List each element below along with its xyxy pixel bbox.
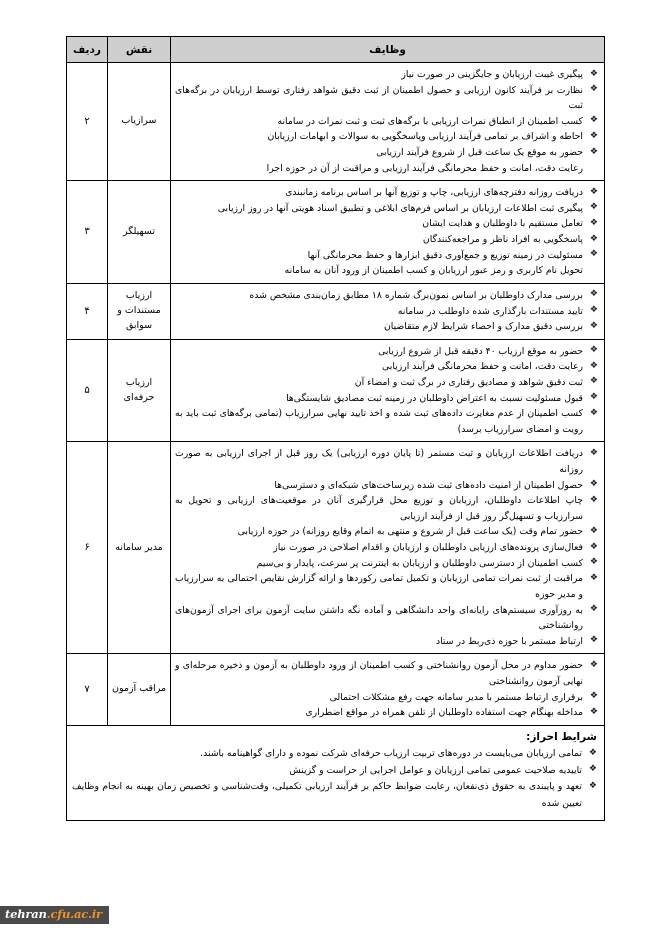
duty-text: مسئولیت در زمینه توزیع و جمع‌آوری دقیق ابزارها و حفظ محرمانگی آنها	[307, 249, 583, 261]
duty-text: دریافت روزانه دفترچه‌های ارزیابی، چاپ و توزیع آنها بر اساس برنامه زمانبندی	[285, 187, 583, 199]
diamond-bullet-icon: ❖	[589, 233, 598, 244]
duties-list	[175, 344, 598, 438]
diamond-bullet-icon: ❖	[589, 706, 598, 717]
requirement-text: تاییدیه صلاحیت عمومی تمامی ارزیابان و عوامل اجرایی از حراست و گزینش	[289, 764, 582, 776]
diamond-bullet-icon: ❖	[589, 557, 598, 568]
diamond-bullet-icon: ❖	[589, 186, 598, 197]
duty-item	[175, 216, 598, 232]
duty-item	[175, 114, 598, 130]
column-header-role: نقش	[108, 37, 171, 63]
duty-item	[175, 288, 598, 304]
row-number-cell: ۲	[67, 63, 108, 181]
duty-text: کسب اطمینان از دسترسی داوطلبان و ارزیابان به اینترنت پر سرعت، پایدار و بی‌سیم	[256, 557, 583, 569]
duties-list	[175, 658, 598, 720]
column-header-duties: وظایف	[171, 37, 605, 63]
requirement-text: تمامی ارزیابان می‌بایست در دوره‌های تربیت ارزیاب حرفه‌ای شرکت نموده و دارای گواهینامه باشند.	[200, 748, 582, 759]
requirement-item	[72, 779, 597, 812]
role-cell: ارزیاب حرفه‌ای	[108, 339, 171, 442]
duty-item	[175, 375, 598, 391]
role-cell: ارزیاب مستندات و سوابق	[108, 283, 171, 339]
diamond-bullet-icon: ❖	[589, 305, 598, 316]
diamond-bullet-icon: ❖	[589, 572, 598, 583]
table-row	[67, 339, 605, 442]
duty-item	[175, 161, 598, 177]
duty-text: مداخله بهنگام جهت استفاده داوطلبان از تلفن همراه در مواقع اضطراری	[305, 707, 583, 719]
qualification-requirements-section	[66, 726, 605, 821]
diamond-bullet-icon: ❖	[589, 392, 598, 403]
duty-text: رعایت دقت، امانت و حفظ محرمانگی فرآیند ارزیابی و مراقبت از آن در حوزه اجرا	[266, 162, 583, 174]
row-number-cell: ۴	[67, 283, 108, 339]
diamond-bullet-icon: ❖	[588, 780, 597, 791]
role-cell: مراقب آزمون	[108, 654, 171, 725]
diamond-bullet-icon: ❖	[589, 68, 598, 79]
duty-item	[175, 658, 598, 689]
duties-cell	[171, 181, 605, 284]
duties-cell	[171, 63, 605, 181]
duty-text: حضور به موقع ارزیاب ۴۰ دقیقه قبل از شروع ارزیابی	[378, 345, 583, 357]
diamond-bullet-icon: ❖	[589, 360, 598, 371]
duty-item	[175, 201, 598, 217]
diamond-bullet-icon: ❖	[589, 525, 598, 536]
diamond-bullet-icon: ❖	[588, 747, 597, 758]
duty-item	[175, 359, 598, 375]
diamond-bullet-icon: ❖	[589, 541, 598, 552]
duty-text: دریافت اطلاعات ارزیابان و ثبت مستمر (تا پایان دوره ارزیابی) یک روز قبل از اجرای ارزیابی به صورت روزانه	[175, 448, 583, 476]
role-cell: مدیر سامانه	[108, 442, 171, 654]
duty-text: ارتباط مستمر با حوزه ذی‌ربط در ستاد	[435, 635, 583, 647]
duty-item	[175, 304, 598, 320]
diamond-bullet-icon: ❖	[589, 376, 598, 387]
requirement-text: تعهد و پایبندی به حقوق ذی‌نفعان، رعایت ضوابط حاکم بر فرآیند ارزیابی تکمیلی، وقت‌شناسی و تخصیص زمان بهینه به انجام وظایف تعیین شده	[72, 781, 582, 810]
duties-cell	[171, 654, 605, 725]
duty-text: مراقبت از ثبت نمرات تمامی ارزیابان و تکمیل تمامی رکوردها و ارائه گزارش نقایص احتمالی به سرارزیاب و مدیر حوزه	[175, 573, 583, 600]
watermark-secondary-text: .cfu.ac.ir	[46, 907, 102, 921]
duty-text: چاپ اطلاعات داوطلبان، ارزیابان و توزیع محل قرارگیری آنان در موقعیت‌های ارزیابی و تحویل به سرارزیاب و تسهیل‌گر روز قبل از فرآیند ارزیابی	[175, 495, 583, 522]
column-header-row-no: ردیف	[67, 37, 108, 63]
diamond-bullet-icon: ❖	[589, 146, 598, 157]
diamond-bullet-icon: ❖	[589, 130, 598, 141]
role-cell: تسهیلگر	[108, 181, 171, 284]
diamond-bullet-icon: ❖	[588, 764, 597, 775]
duty-item	[175, 248, 598, 264]
duty-item	[175, 344, 598, 360]
duties-cell	[171, 283, 605, 339]
duty-text: تحویل نام کاربری و رمز عبور ارزیابان و کسب اطمینان از ورود آنان به سامانه	[284, 265, 583, 277]
duty-text: برقراری ارتباط مستمر با مدیر سامانه جهت رفع مشکلات احتمالی	[329, 691, 583, 703]
duty-text: پیگیری ثبت اطلاعات ارزیابان بر اساس فرم‌های ابلاغی و تطبیق اسناد هویتی آنها در روز ارزیابی	[217, 202, 583, 214]
requirement-item	[72, 763, 597, 780]
row-number-cell: ۵	[67, 339, 108, 442]
duties-list	[175, 288, 598, 335]
qualification-requirements-list	[72, 746, 597, 813]
duty-text: پاسخگویی به افراد ناظر و مراجعه‌کنندگان	[422, 234, 583, 246]
diamond-bullet-icon: ❖	[589, 84, 598, 95]
duty-text: بررسی مدارک داوطلبان بر اساس نمون‌برگ شماره ۱۸ مطابق زمان‌بندی مشخص شده	[249, 289, 583, 301]
diamond-bullet-icon: ❖	[589, 691, 598, 702]
diamond-bullet-icon: ❖	[589, 494, 598, 505]
duty-text: کسب اطمینان از انطباق نمرات ارزیابی با برگه‌های ثبت و ثبت نمرات در سامانه	[277, 115, 583, 127]
diamond-bullet-icon: ❖	[589, 320, 598, 331]
diamond-bullet-icon: ❖	[589, 217, 598, 228]
diamond-bullet-icon: ❖	[589, 115, 598, 126]
diamond-bullet-icon: ❖	[589, 345, 598, 356]
qualification-requirements-title: شرایط احراز:	[526, 731, 597, 743]
row-number-cell: ۶	[67, 442, 108, 654]
duty-text: پیگیری غیبت ارزیابان و جایگزینی در صورت نیاز	[401, 69, 583, 80]
duties-list	[175, 446, 598, 649]
table-row	[67, 442, 605, 654]
duty-text: ثبت دقیق شواهد و مصادیق رفتاری در برگ ثبت و امضاء آن	[354, 376, 583, 388]
table-header	[67, 37, 605, 63]
duty-text: به روزآوری سیستم‌های رایانه‌ای واحد دانشگاهی و آماده نگه داشتن سایت آزمون برای اجرای آزمون‌های روانشناختی	[175, 604, 583, 632]
duty-item	[175, 634, 598, 650]
diamond-bullet-icon: ❖	[589, 202, 598, 213]
duty-text: حصول اطمینان از امنیت داده‌های ثبت شده زیرساخت‌های شبکه‌ای و دسترسی‌ها	[274, 479, 583, 491]
duty-item	[175, 478, 598, 494]
duty-text: احاطه و اشراف بر تمامی فرآیند ارزیابی وپاسخگویی به سوالات و ابهامات ارزیابان	[267, 131, 583, 143]
diamond-bullet-icon: ❖	[589, 407, 598, 418]
duty-item	[175, 83, 598, 114]
duty-text: قبول مسئولیت نسبت به اعتراض داوطلبان در زمینه ثبت مصادیق شایستگی‌ها	[286, 392, 583, 404]
duty-text: رعایت دقت، امانت و حفظ محرمانگی فرآیند ارزیابی	[381, 361, 583, 373]
duty-item	[175, 705, 598, 721]
duty-item	[175, 67, 598, 83]
row-number-cell: ۷	[67, 654, 108, 725]
duty-text: نظارت بر فرآیند کانون ارزیابی و حصول اطمینان از ثبت دقیق شواهد رفتاری توسط ارزیابان در برگه‌های ثبت	[175, 84, 583, 112]
diamond-bullet-icon: ❖	[589, 604, 598, 614]
diamond-bullet-icon: ❖	[589, 447, 598, 458]
role-cell: سرازیاب	[108, 63, 171, 181]
duty-item	[175, 556, 598, 572]
table-body	[67, 63, 605, 726]
diamond-bullet-icon: ❖	[589, 289, 598, 300]
duty-item	[175, 571, 598, 602]
duty-text: فعال‌سازی پرونده‌های ارزیابی داوطلبان و ارزیابان و اقدام اصلاحی در صورت نیاز	[273, 542, 583, 554]
duties-cell	[171, 339, 605, 442]
table-row	[67, 283, 605, 339]
duty-text: تعامل مستقیم با داوطلبان و هدایت ایشان	[422, 218, 583, 230]
duties-list	[175, 185, 598, 279]
duty-item	[175, 603, 598, 634]
duty-text: بررسی دقیق مدارک و احصاء شرایط لازم متقاضیان	[383, 321, 583, 333]
duty-text: تایید مستندات بارگذاری شده داوطلب در سامانه	[397, 305, 583, 317]
duty-text: حضور مداوم در محل آزمون روانشناختی و کسب اطمینان از ورود داوطلبان به آزمون و ذخیره مرحله‌ای و نهایی آزمون روانشناختی	[175, 660, 583, 687]
requirement-item	[72, 746, 597, 763]
table-row	[67, 63, 605, 181]
duty-item	[175, 406, 598, 437]
diamond-bullet-icon: ❖	[589, 635, 598, 646]
duty-item	[175, 263, 598, 279]
duty-item	[175, 493, 598, 524]
duty-text: کسب اطمینان از عدم مغایرت داده‌های ثبت شده و اخذ تایید نهایی سرارزیاب (تمامی برگه‌های ثبت باید به رویت و امضای سرارزیاب برسد)	[175, 408, 583, 435]
table-row	[67, 181, 605, 284]
table-header-row	[67, 37, 605, 63]
site-watermark	[0, 906, 109, 924]
duty-item	[175, 185, 598, 201]
duties-cell	[171, 442, 605, 654]
duty-item	[175, 145, 598, 161]
table-row	[67, 654, 605, 725]
diamond-bullet-icon: ❖	[589, 249, 598, 260]
duty-item	[175, 391, 598, 407]
duty-item	[175, 319, 598, 335]
duty-item	[175, 232, 598, 248]
duties-list	[175, 67, 598, 176]
duty-text: حضور به موقع یک ساعت قبل از شروع فرآیند ارزیابی	[376, 147, 583, 159]
duty-item	[175, 524, 598, 540]
roles-duties-table	[66, 36, 605, 726]
duty-item	[175, 690, 598, 706]
duty-item	[175, 446, 598, 477]
duty-item	[175, 540, 598, 556]
duty-text: حضور تمام وقت (یک ساعت قبل از شروع و منتهی به اتمام وقایع روزانه) در حوزه ارزیابی	[237, 526, 583, 538]
diamond-bullet-icon: ❖	[589, 659, 598, 670]
duty-item	[175, 129, 598, 145]
watermark-primary-text: tehran	[5, 907, 47, 921]
row-number-cell: ۳	[67, 181, 108, 284]
diamond-bullet-icon: ❖	[589, 479, 598, 490]
